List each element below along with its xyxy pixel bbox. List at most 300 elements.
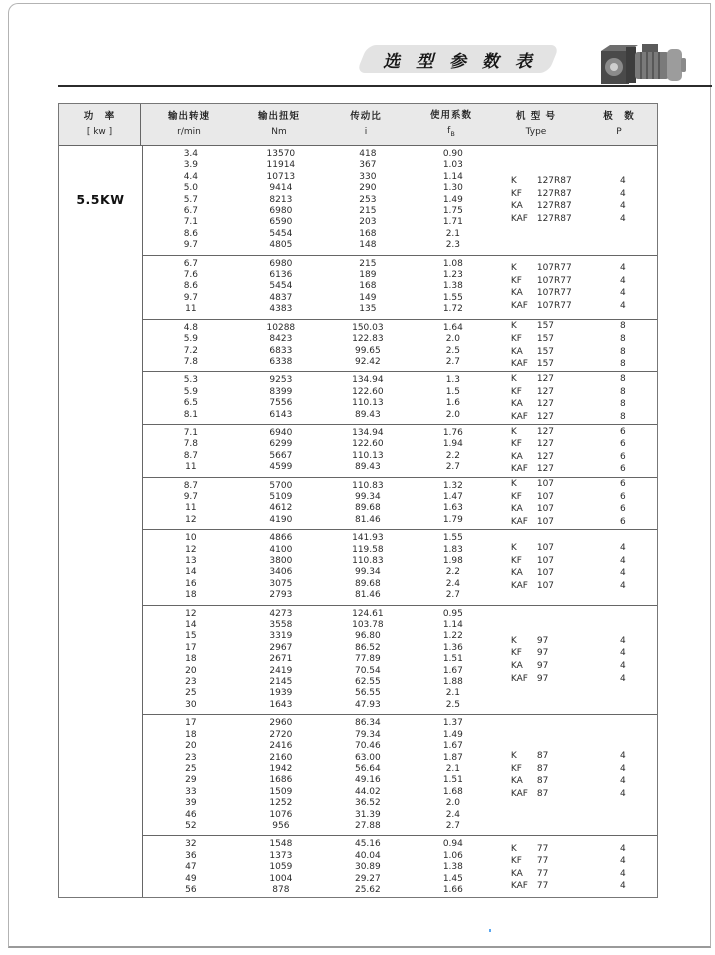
factor-cell: 2.4: [445, 809, 461, 820]
speed-cell: 11: [185, 304, 197, 315]
speed-cell: 5.0: [183, 183, 199, 194]
poles-cell: 4: [619, 856, 626, 867]
torque-cell: 4599: [269, 462, 293, 473]
factor-cell: 1.36: [442, 642, 463, 653]
type-prefix: KAF: [510, 673, 528, 684]
speed-cell: 7.1: [183, 217, 199, 228]
type-size: 127: [536, 451, 555, 462]
poles-cell: 4: [619, 881, 626, 892]
torque-cell: 10713: [266, 171, 296, 182]
type-line: [493, 262, 658, 275]
poles-cell: 4: [619, 300, 626, 311]
type-size: 87: [536, 788, 549, 799]
ratio-cell: 47.93: [354, 699, 381, 710]
ratio-cell: 119.58: [352, 544, 384, 555]
torque-cell: 6338: [269, 356, 293, 367]
torque-cell: 5109: [269, 491, 293, 502]
type-line: [493, 555, 658, 568]
factor-cell: 1.37: [442, 718, 463, 729]
factor-cell: 1.51: [442, 775, 463, 786]
poles-cell: 4: [619, 673, 626, 684]
factor-cell: 1.64: [442, 322, 463, 333]
poles-cell: 8: [619, 321, 626, 332]
type-size: 157: [536, 321, 555, 332]
factor-cell: 1.66: [442, 884, 463, 895]
type-prefix: KAF: [510, 411, 528, 422]
poles-cell: 4: [619, 843, 626, 854]
factor-cell: 1.30: [442, 183, 463, 194]
speed-cell: 13: [185, 556, 197, 566]
type-prefix: K: [510, 843, 517, 854]
type-block: [493, 256, 658, 319]
type-line: [493, 880, 658, 893]
type-line: [493, 188, 658, 201]
factor-cell: 2.2: [445, 450, 461, 461]
factor-cell: 1.55: [442, 533, 463, 544]
factor-cell: 1.5: [445, 386, 461, 397]
factor-cell: 1.94: [442, 439, 463, 450]
type-size: 127: [536, 386, 555, 397]
ratio-cell: 149: [359, 292, 377, 303]
ratio-cell: 56.64: [354, 763, 381, 774]
rating-group: [143, 836, 657, 899]
torque-cell: 1942: [269, 763, 293, 774]
torque-cell: 1004: [269, 873, 293, 884]
speed-cell: 4.8: [183, 322, 199, 333]
factor-cell: 1.06: [442, 850, 463, 861]
type-line: [493, 580, 658, 593]
torque-cell: 2960: [269, 718, 293, 729]
ratio-cell: 215: [359, 258, 377, 269]
type-size: 107: [536, 479, 555, 490]
type-size: 77: [536, 856, 549, 867]
type-size: 107: [536, 555, 555, 566]
torque-cell: 3800: [269, 556, 293, 566]
poles-cell: 6: [619, 426, 626, 437]
type-size: 97: [536, 660, 549, 671]
ratio-cell: 148: [359, 240, 377, 251]
ratio-cell: 86.34: [354, 718, 381, 729]
type-block: [493, 606, 658, 715]
speed-cell: 7.8: [183, 356, 199, 367]
ratio-cell: 25.62: [354, 884, 381, 895]
torque-cell: 5667: [269, 450, 293, 461]
type-size: 87: [536, 763, 549, 774]
poles-cell: 6: [619, 439, 626, 450]
type-line: [493, 491, 658, 504]
gear-motor-image: [598, 36, 694, 90]
ratio-cell: 30.89: [354, 862, 381, 873]
factor-cell: 1.63: [442, 503, 463, 514]
type-prefix: KAF: [510, 788, 528, 799]
type-prefix: K: [510, 635, 517, 646]
type-block: [493, 425, 658, 477]
speed-cell: 20: [185, 741, 197, 752]
type-size: 107R77: [536, 275, 572, 286]
poles-cell: 6: [619, 491, 626, 502]
poles-cell: 4: [619, 213, 626, 224]
factor-cell: 1.45: [442, 873, 463, 884]
type-prefix: K: [510, 176, 517, 187]
type-prefix: KA: [510, 568, 523, 579]
selection-parameter-table: [58, 103, 658, 898]
type-prefix: KA: [510, 201, 523, 212]
ratio-cell: 290: [359, 183, 377, 194]
type-line: [493, 542, 658, 555]
ratio-cell: 56.55: [354, 688, 381, 699]
factor-cell: 0.95: [442, 608, 463, 619]
poles-cell: 4: [619, 635, 626, 646]
factor-cell: 1.71: [442, 217, 463, 228]
factor-cell: 1.79: [442, 514, 463, 525]
poles-cell: 4: [619, 543, 626, 554]
type-line: [493, 320, 658, 333]
factor-cell: 1.98: [442, 556, 463, 566]
type-size: 107: [536, 516, 555, 527]
torque-cell: 8423: [269, 334, 293, 345]
ratio-cell: 70.54: [354, 665, 381, 676]
speed-cell: 8.7: [183, 450, 199, 461]
type-block: [493, 715, 658, 835]
speed-cell: 12: [185, 514, 197, 525]
header-service-factor: 使用系数 $f_B$: [429, 109, 472, 138]
factor-cell: 1.51: [442, 654, 463, 665]
torque-cell: 4805: [269, 240, 293, 251]
factor-cell: 2.5: [445, 345, 461, 356]
type-size: 107: [536, 504, 555, 515]
poles-cell: 4: [619, 776, 626, 787]
header-power-en: [ kw ]: [86, 127, 113, 137]
ratio-cell: 96.80: [354, 631, 381, 642]
torque-cell: 1643: [269, 699, 293, 710]
type-line: [493, 373, 658, 386]
speed-cell: 11: [185, 503, 197, 514]
type-prefix: KF: [510, 555, 522, 566]
type-line: [493, 346, 658, 359]
speed-cell: 6.5: [183, 398, 199, 409]
torque-cell: 3406: [269, 567, 293, 578]
factor-cell: 1.87: [442, 752, 463, 763]
rating-group: [143, 320, 657, 373]
type-prefix: KAF: [510, 213, 528, 224]
factor-cell: 1.55: [442, 292, 463, 303]
speed-cell: 9.7: [183, 240, 199, 251]
speed-cell: 56: [185, 884, 197, 895]
ratio-cell: 168: [359, 281, 377, 292]
factor-cell: 2.7: [445, 462, 461, 473]
type-size: 127: [536, 399, 555, 410]
factor-cell: 1.47: [442, 491, 463, 502]
speed-cell: 12: [185, 608, 197, 619]
type-prefix: KA: [510, 660, 523, 671]
torque-cell: 6980: [269, 258, 293, 269]
rating-group: [143, 146, 657, 256]
ratio-cell: 92.42: [354, 356, 381, 367]
ratio-cell: 330: [359, 171, 377, 182]
speed-cell: 12: [185, 544, 197, 555]
type-prefix: KF: [510, 648, 522, 659]
type-size: 157: [536, 346, 555, 357]
speed-cell: 15: [185, 631, 197, 642]
type-line: [493, 516, 658, 529]
type-size: 127R87: [536, 188, 572, 199]
ratio-cell: 29.27: [354, 873, 381, 884]
type-line: [493, 855, 658, 868]
poles-cell: 4: [619, 660, 626, 671]
speed-cell: 6.7: [183, 206, 199, 217]
type-block: [493, 478, 658, 530]
speed-cell: 18: [185, 729, 197, 740]
torque-cell: 1939: [269, 688, 293, 699]
ratio-cell: 89.68: [354, 503, 381, 514]
speed-cell: 8.6: [183, 281, 199, 292]
type-prefix: K: [510, 426, 517, 437]
type-line: [493, 358, 658, 371]
torque-cell: 6940: [269, 427, 293, 438]
factor-cell: 1.08: [442, 258, 463, 269]
type-prefix: KF: [510, 491, 522, 502]
speed-cell: 49: [185, 873, 197, 884]
poles-cell: 8: [619, 333, 626, 344]
factor-cell: 2.1: [445, 228, 461, 239]
ratio-cell: 99.34: [354, 567, 381, 578]
type-prefix: KA: [510, 399, 523, 410]
torque-cell: 4273: [269, 608, 293, 619]
poles-cell: 4: [619, 763, 626, 774]
poles-cell: 4: [619, 868, 626, 879]
ratio-cell: 168: [359, 228, 377, 239]
rating-group: [143, 606, 657, 716]
ratio-cell: 77.89: [354, 654, 381, 665]
speed-cell: 47: [185, 862, 197, 873]
speed-cell: 52: [185, 820, 197, 831]
torque-cell: 6299: [269, 439, 293, 450]
type-size: 127R87: [536, 176, 572, 187]
torque-cell: 9253: [269, 375, 293, 386]
ratio-cell: 124.61: [352, 608, 384, 619]
speed-cell: 14: [185, 620, 197, 631]
type-line: [493, 463, 658, 476]
ratio-cell: 99.34: [354, 491, 381, 502]
torque-cell: 4612: [269, 503, 293, 514]
speed-cell: 8.6: [183, 228, 199, 239]
type-line: [493, 775, 658, 788]
ratio-cell: 89.68: [354, 578, 381, 589]
type-size: 157: [536, 359, 555, 370]
torque-cell: 5454: [269, 228, 293, 239]
type-prefix: KAF: [510, 516, 528, 527]
type-prefix: K: [510, 751, 517, 762]
torque-cell: 1252: [269, 798, 293, 809]
torque-cell: 3558: [269, 620, 293, 631]
speed-cell: 7.1: [183, 427, 199, 438]
scan-artifact-dot: [489, 929, 491, 932]
factor-cell: 1.3: [445, 375, 461, 386]
ratio-cell: 89.43: [354, 409, 381, 420]
speed-cell: 9.7: [183, 491, 199, 502]
type-size: 87: [536, 751, 549, 762]
torque-cell: 2671: [269, 654, 293, 665]
type-prefix: K: [510, 262, 517, 273]
factor-cell: 2.0: [445, 409, 461, 420]
ratio-cell: 110.13: [352, 450, 384, 461]
torque-cell: 2419: [269, 665, 293, 676]
type-line: [493, 478, 658, 491]
type-size: 77: [536, 881, 549, 892]
factor-cell: 2.4: [445, 578, 461, 589]
factor-cell: 1.88: [442, 677, 463, 688]
ratio-cell: 134.94: [352, 427, 384, 438]
factor-cell: 1.6: [445, 398, 461, 409]
rating-group: [143, 256, 657, 320]
torque-cell: 1076: [269, 809, 293, 820]
torque-cell: 1686: [269, 775, 293, 786]
factor-cell: 1.22: [442, 631, 463, 642]
speed-cell: 5.9: [183, 334, 199, 345]
ratio-cell: 203: [359, 217, 377, 228]
type-prefix: K: [510, 479, 517, 490]
type-line: [493, 673, 658, 686]
torque-cell: 5700: [269, 480, 293, 491]
torque-cell: 7556: [269, 398, 293, 409]
factor-cell: 1.83: [442, 544, 463, 555]
type-prefix: KAF: [510, 300, 528, 311]
table-header: [59, 104, 657, 146]
type-line: [493, 763, 658, 776]
type-prefix: KF: [510, 439, 522, 450]
speed-cell: 23: [185, 677, 197, 688]
speed-cell: 36: [185, 850, 197, 861]
factor-cell: 2.1: [445, 763, 461, 774]
torque-cell: 4837: [269, 292, 293, 303]
type-size: 107R77: [536, 262, 572, 273]
type-size: 77: [536, 843, 549, 854]
torque-cell: 9414: [269, 183, 293, 194]
torque-cell: 6143: [269, 409, 293, 420]
speed-cell: 17: [185, 642, 197, 653]
type-size: 127: [536, 464, 555, 475]
factor-cell: 1.75: [442, 206, 463, 217]
type-line: [493, 300, 658, 313]
speed-cell: 9.7: [183, 292, 199, 303]
poles-cell: 4: [619, 201, 626, 212]
torque-cell: 4866: [269, 533, 293, 544]
speed-cell: 3.4: [183, 149, 199, 159]
type-prefix: KF: [510, 763, 522, 774]
poles-cell: 6: [619, 451, 626, 462]
ratio-cell: 122.83: [352, 334, 384, 345]
speed-cell: 8.7: [183, 480, 199, 491]
type-prefix: KF: [510, 386, 522, 397]
ratio-cell: 189: [359, 270, 377, 281]
speed-cell: 7.8: [183, 439, 199, 450]
torque-cell: 1059: [269, 862, 293, 873]
header-rule: [58, 85, 712, 87]
type-block: [493, 146, 658, 255]
speed-cell: 14: [185, 567, 197, 578]
type-size: 77: [536, 868, 549, 879]
factor-cell: 2.7: [445, 820, 461, 831]
ratio-cell: 81.46: [354, 590, 381, 601]
poles-cell: 4: [619, 751, 626, 762]
ratio-cell: 215: [359, 206, 377, 217]
type-line: [493, 275, 658, 288]
type-line: [493, 635, 658, 648]
poles-cell: 6: [619, 479, 626, 490]
factor-cell: 2.0: [445, 334, 461, 345]
poles-cell: 6: [619, 464, 626, 475]
type-line: [493, 213, 658, 226]
page-title: 选 型 参 数 表: [383, 52, 537, 72]
ratio-cell: 89.43: [354, 462, 381, 473]
type-prefix: KF: [510, 333, 522, 344]
torque-cell: 10288: [266, 322, 296, 333]
type-size: 127R87: [536, 213, 572, 224]
torque-cell: 4383: [269, 304, 293, 315]
type-size: 107: [536, 581, 555, 591]
speed-cell: 39: [185, 798, 197, 809]
factor-cell: 0.90: [442, 149, 463, 159]
type-line: [493, 788, 658, 801]
type-line: [493, 868, 658, 881]
type-size: 107: [536, 491, 555, 502]
torque-cell: 6833: [269, 345, 293, 356]
ratio-cell: 44.02: [354, 786, 381, 797]
type-size: 107R77: [536, 300, 572, 311]
type-line: [493, 333, 658, 346]
type-size: 107: [536, 568, 555, 579]
rating-group: [143, 530, 657, 605]
ratio-cell: 49.16: [354, 775, 381, 786]
speed-cell: 25: [185, 688, 197, 699]
type-prefix: KA: [510, 776, 523, 787]
torque-cell: 956: [272, 820, 290, 831]
header-type: 机 型 号 Type: [515, 111, 557, 137]
type-prefix: KA: [510, 288, 523, 299]
ratio-cell: 79.34: [354, 729, 381, 740]
type-size: 107R77: [536, 288, 572, 299]
header-torque: 输出扭矩 Nm: [257, 111, 300, 137]
poles-cell: 4: [619, 555, 626, 566]
torque-cell: 2720: [269, 729, 293, 740]
power-column: [59, 146, 143, 897]
type-size: 97: [536, 648, 549, 659]
torque-cell: 4190: [269, 514, 293, 525]
speed-cell: 7.2: [183, 345, 199, 356]
speed-cell: 20: [185, 665, 197, 676]
factor-cell: 1.32: [442, 480, 463, 491]
factor-cell: 1.14: [442, 171, 463, 182]
type-line: [493, 200, 658, 213]
ratio-cell: 99.65: [354, 345, 381, 356]
rating-group: [143, 715, 657, 836]
type-size: 87: [536, 776, 549, 787]
type-size: 97: [536, 635, 549, 646]
factor-cell: 1.49: [442, 729, 463, 740]
type-prefix: KF: [510, 275, 522, 286]
factor-cell: 1.23: [442, 270, 463, 281]
speed-cell: 7.6: [183, 270, 199, 281]
torque-cell: 878: [272, 884, 290, 895]
type-prefix: KAF: [510, 359, 528, 370]
type-size: 107: [536, 543, 555, 554]
poles-cell: 8: [619, 373, 626, 384]
type-size: 127: [536, 426, 555, 437]
ratio-cell: 103.78: [352, 620, 384, 631]
type-prefix: KA: [510, 504, 523, 515]
poles-cell: 4: [619, 648, 626, 659]
torque-cell: 6980: [269, 206, 293, 217]
